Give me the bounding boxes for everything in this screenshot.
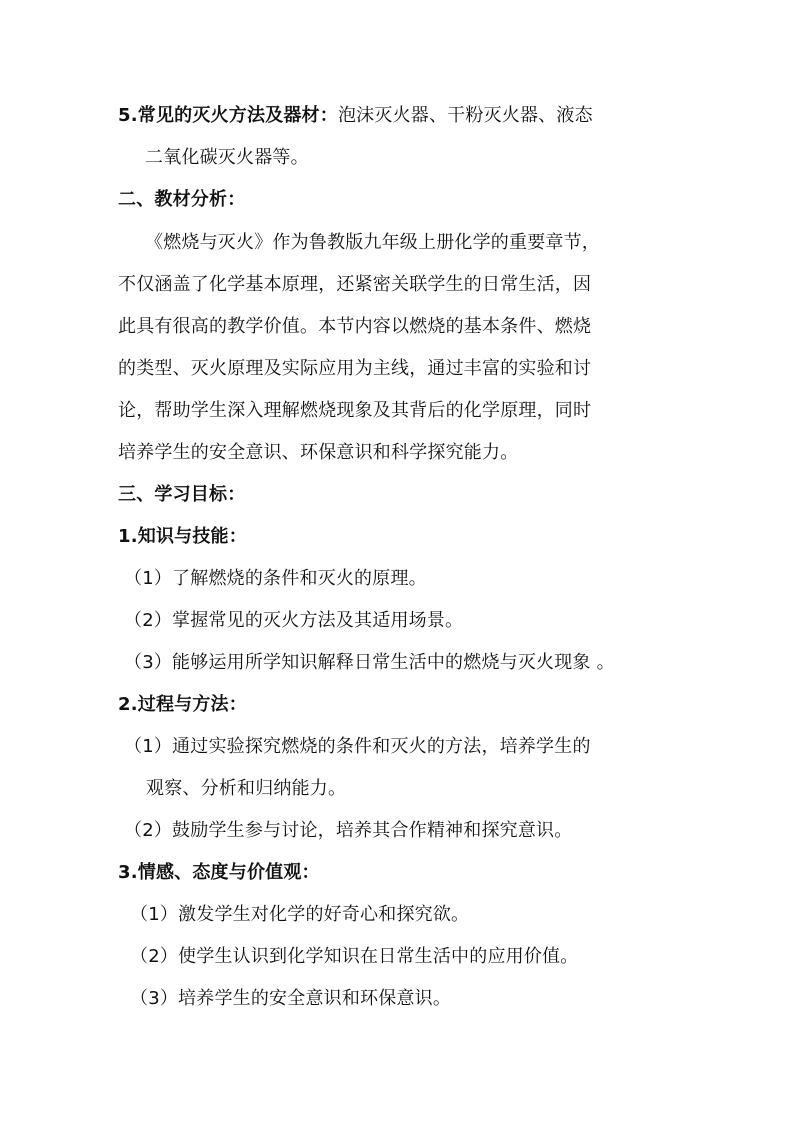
values-heading: 3.情感、态度与价值观： bbox=[118, 862, 320, 883]
knowledge-item: （2）掌握常见的灭火方法及其适用场景。 bbox=[124, 610, 464, 631]
analysis-paragraph-line: 此具有很高的教学价值。本节内容以燃烧的基本条件、燃烧 bbox=[118, 316, 592, 337]
methods-heading: 5.常见的灭火方法及器材： bbox=[118, 105, 338, 126]
knowledge-item: （3）能够运用所学知识解释日常生活中的燃烧与灭火现象 。 bbox=[124, 652, 615, 673]
process-item-continued: 观察、分析和归纳能力。 bbox=[146, 778, 347, 799]
methods-line bbox=[118, 104, 593, 128]
methods-text: 泡沫灭火器、干粉灭火器、液态 bbox=[337, 105, 593, 126]
knowledge-item: （1）了解燃烧的条件和灭火的原理。 bbox=[124, 568, 427, 589]
analysis-paragraph-line: 论，帮助学生深入理解燃烧现象及其背后的化学原理，同时 bbox=[118, 400, 592, 421]
objectives-heading: 三、学习目标： bbox=[118, 484, 246, 505]
process-item: （2）鼓励学生参与讨论，培养其合作精神和探究意识。 bbox=[124, 820, 573, 841]
process-heading: 2.过程与方法： bbox=[118, 694, 247, 715]
process-item: （1）通过实验探究燃烧的条件和灭火的方法，培养学生的 bbox=[124, 736, 591, 757]
values-item: （1）激发学生对化学的好奇心和探究欲。 bbox=[130, 904, 470, 925]
values-item: （3）培养学生的安全意识和环保意识。 bbox=[130, 988, 452, 1009]
values-item: （2）使学生认识到化学知识在日常生活中的应用价值。 bbox=[130, 946, 579, 967]
analysis-heading: 二、教材分析： bbox=[118, 189, 246, 210]
analysis-paragraph-line: 不仅涵盖了化学基本原理，还紧密关联学生的日常生活，因 bbox=[118, 274, 592, 295]
analysis-paragraph-line: 的类型、灭火原理及实际应用为主线，通过丰富的实验和讨 bbox=[118, 358, 592, 379]
analysis-paragraph-line: 《燃烧与灭火》作为鲁教版九年级上册化学的重要章节， bbox=[145, 232, 600, 253]
knowledge-heading: 1.知识与技能： bbox=[118, 526, 247, 547]
methods-text-continued: 二氧化碳灭火器等。 bbox=[145, 147, 309, 168]
analysis-paragraph-line: 培养学生的安全意识、环保意识和科学探究能力。 bbox=[118, 442, 519, 463]
